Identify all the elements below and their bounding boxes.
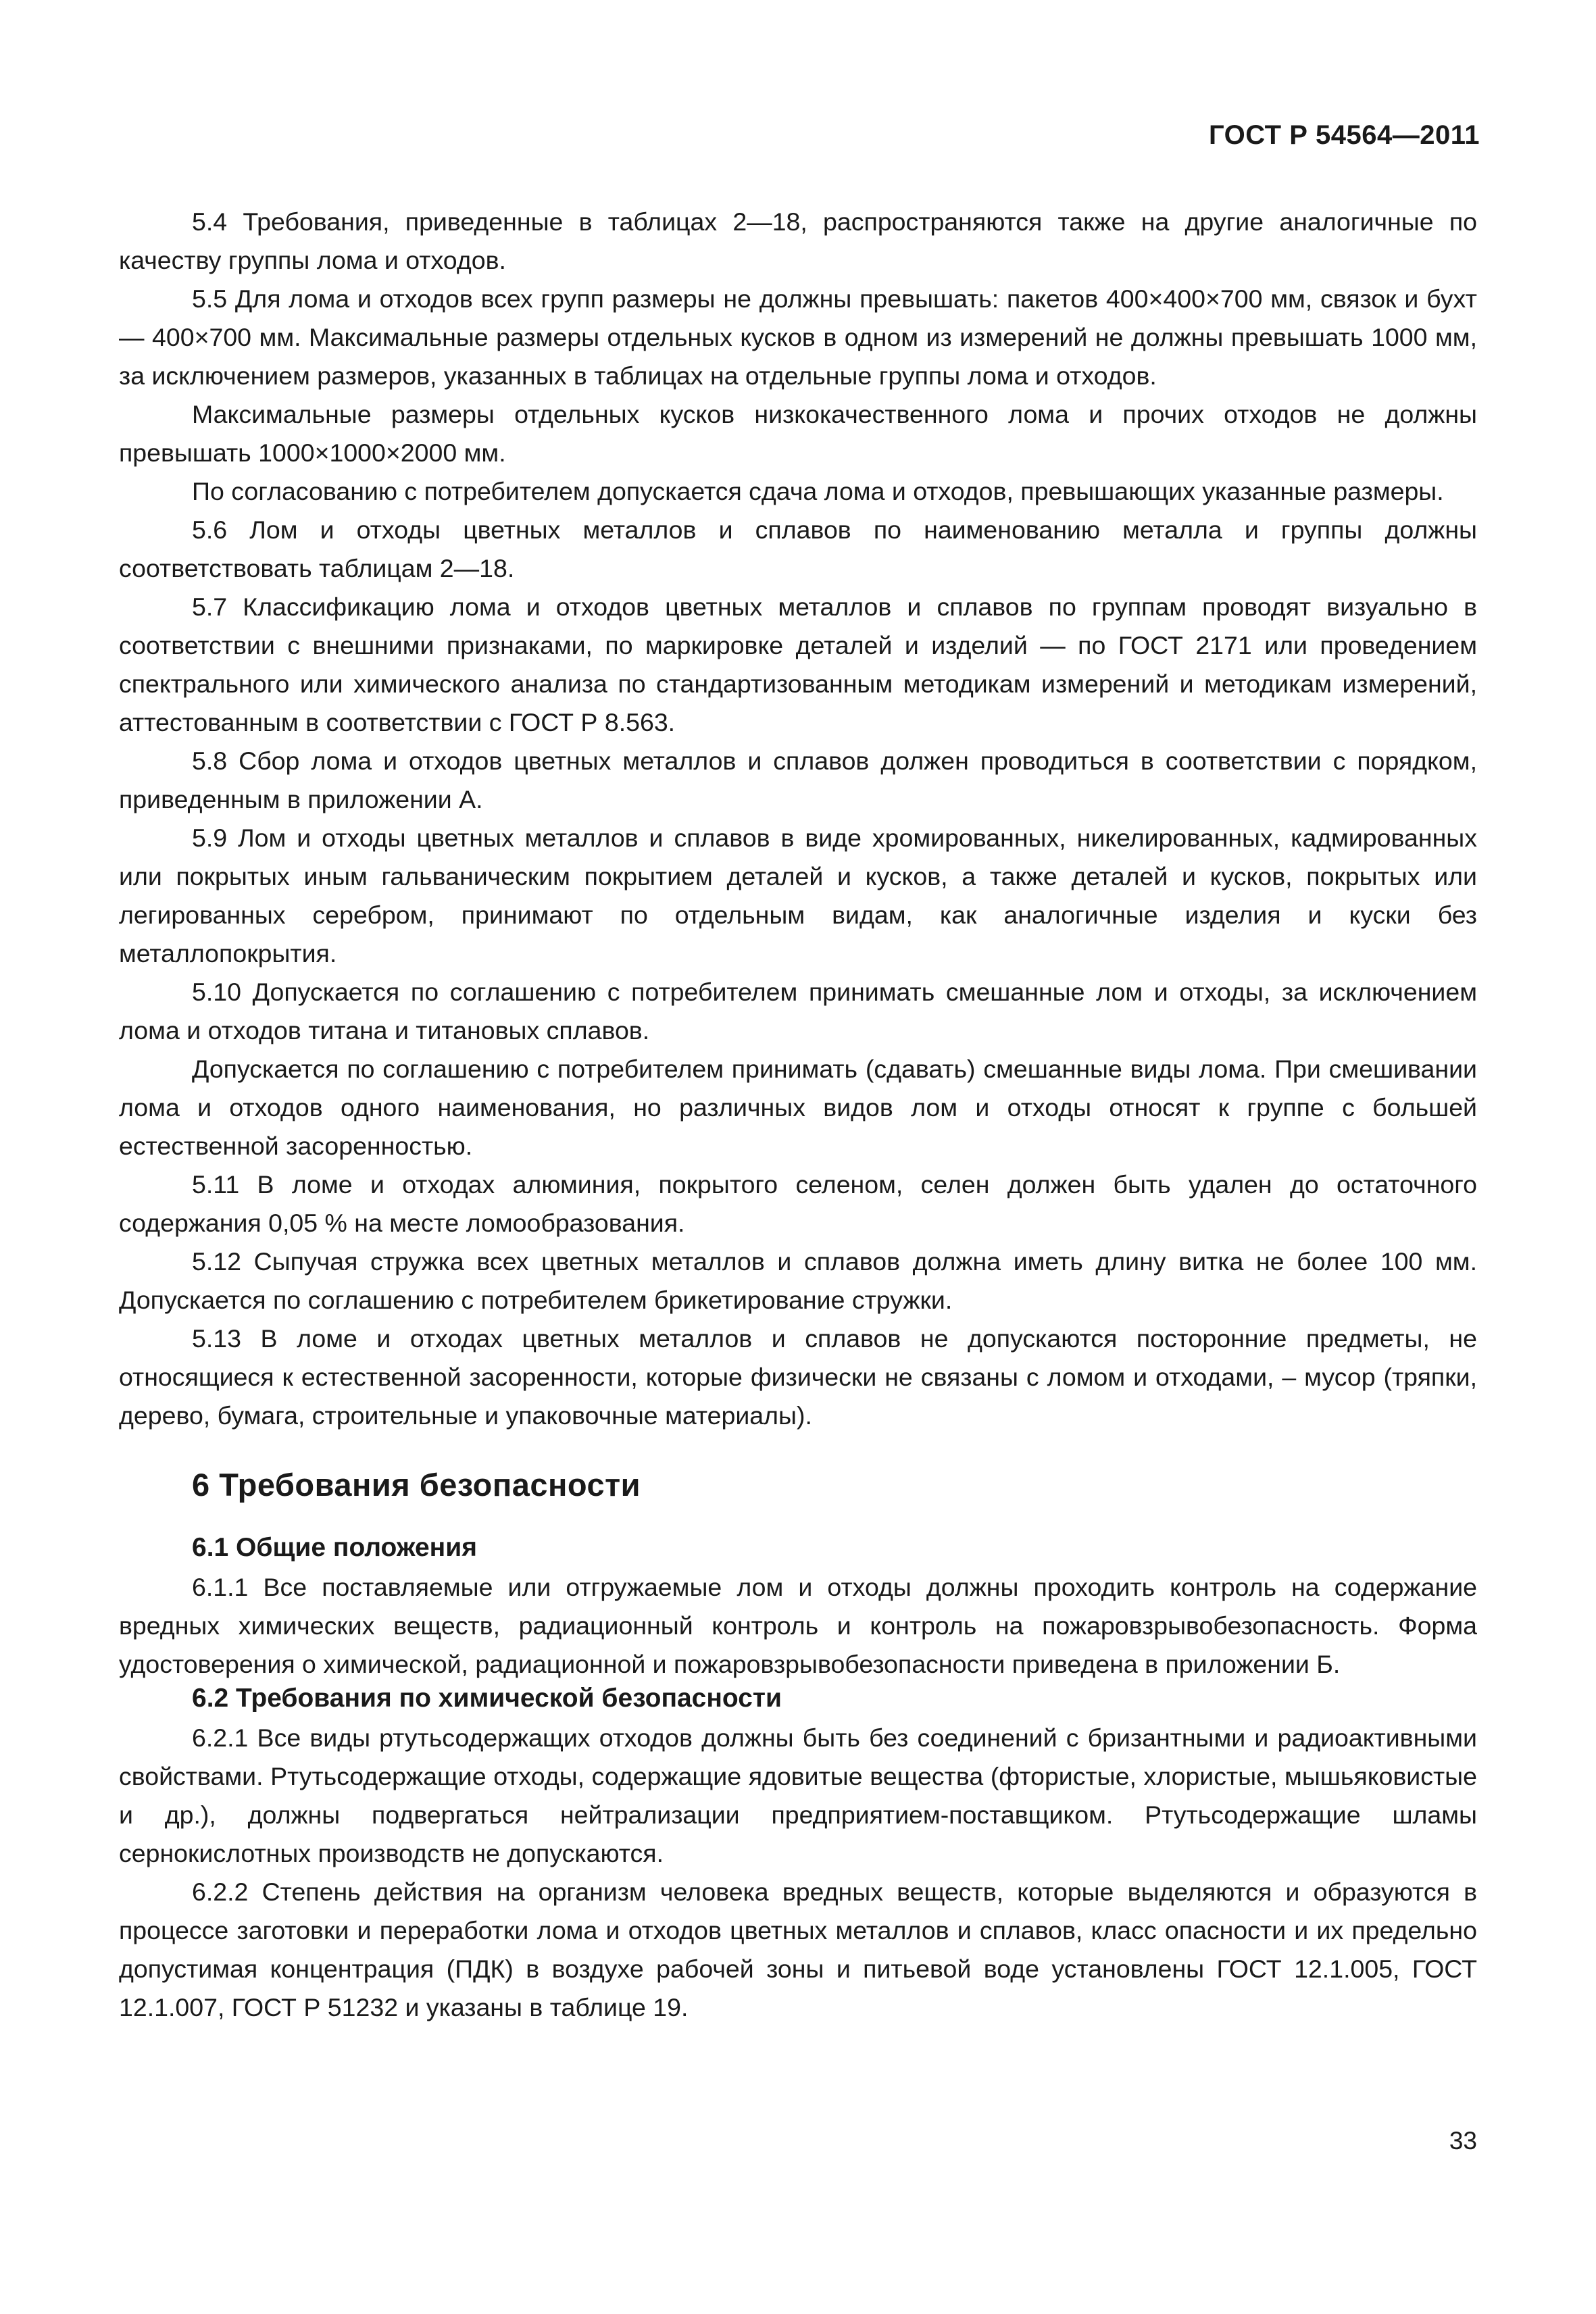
paragraph-5-8: 5.8 Сбор лома и отходов цветных металлов и сплавов должен проводиться в соответствии с порядком, приведенным в приложении А. (119, 747, 1477, 813)
subsection-6-1-heading: 6.1 Общие положения (192, 1533, 477, 1562)
paragraph-5-11: 5.11 В ломе и отходах алюминия, покрытого селеном, селен должен быть удален до остаточного содержания 0,05 % на месте ломообразования. (119, 1170, 1477, 1237)
document-code-header: ГОСТ Р 54564—2011 (1209, 120, 1480, 150)
page-content (119, 203, 1477, 2027)
paragraph-5-13: 5.13 В ломе и отходах цветных металлов и сплавов не допускаются посторонние предметы, не относящиеся к естественной засоренности, которые физически не связаны с ломом и отходами, – мусор (тряпки, дерево, бумага, строительные и упаковочные материалы). (119, 1324, 1477, 1430)
paragraph-5-7: 5.7 Классификацию лома и отходов цветных металлов и сплавов по группам проводят визуально в соответствии с внешними признаками, по маркировке деталей и изделий — по ГОСТ 2171 или проведением спектрального или химического анализа по стандартизованным методикам измерений и методикам измерений, аттестованным в соответствии с ГОСТ Р 8.563. (119, 593, 1477, 736)
subsection-6-2-heading: 6.2 Требования по химической безопасности (192, 1684, 782, 1713)
page-number: 33 (1449, 2127, 1477, 2155)
section-6-heading: 6 Требования безопасности (192, 1467, 641, 1503)
paragraph-5-4: 5.4 Требования, приведенные в таблицах 2—18, распространяются также на другие аналогичные по качеству группы лома и отходов. (119, 207, 1477, 274)
paragraph-5-12: 5.12 Сыпучая стружка всех цветных металлов и сплавов должна иметь длину витка не более 100 мм. Допускается по соглашению с потребителем брикетирование стружки. (119, 1247, 1477, 1314)
paragraph-6-2-1: 6.2.1 Все виды ртутьсодержащих отходов должны быть без соединений с бризантными и радиоактивными свойствами. Ртутьсодержащие отходы, содержащие ядовитые вещества (фтористые, хлористые, мышьяковистые и др.), должны подвергаться нейтрализации предприятием-поставщиком. Ртутьсодержащие шламы сернокислотных производств не допускаются. (119, 1724, 1477, 1867)
paragraph-6-2-2: 6.2.2 Степень действия на организм человека вредных веществ, которые выделяются и образуются в процессе заготовки и переработки лома и отходов цветных металлов и сплавов, класс опасности и их предельно допустимая концентрация (ПДК) в воздухе рабочей зоны и питьевой воде установлены ГОСТ 12.1.005, ГОСТ 12.1.007, ГОСТ Р 51232 и указаны в таблице 19. (119, 1878, 1477, 2021)
paragraph-5-5-agreement: По согласованию с потребителем допускается сдача лома и отходов, превышающих указанные размеры. (192, 477, 1444, 505)
paragraph-5-10: 5.10 Допускается по соглашению с потребителем принимать смешанные лом и отходы, за исключением лома и отходов титана и титановых сплавов. (119, 978, 1477, 1045)
paragraph-5-5-max-sizes: Максимальные размеры отдельных кусков низкокачественного лома и прочих отходов не должны превышать 1000×1000×2000 мм. (119, 400, 1477, 467)
paragraph-5-6: 5.6 Лом и отходы цветных металлов и сплавов по наименованию металла и группы должны соответствовать таблицам 2—18. (119, 515, 1477, 582)
paragraph-6-1-1: 6.1.1 Все поставляемые или отгружаемые лом и отходы должны проходить контроль на содержание вредных химических веществ, радиационный контроль и контроль на пожаровзрывобезопасность. Форма удостоверения о химической, радиационной и пожаровзрывобезопасности приведена в приложении Б. (119, 1573, 1477, 1678)
paragraph-5-9: 5.9 Лом и отходы цветных металлов и сплавов в виде хромированных, никелированных, кадмированных или покрытых иным гальваническим покрытием деталей и кусков, а также деталей и кусков, покрытых или легированных серебром, принимают по отдельным видам, как аналогичные изделия и куски без металлопокрытия. (119, 824, 1477, 967)
paragraph-5-10-mixed: Допускается по соглашению с потребителем принимать (сдавать) смешанные виды лома. При смешивании лома и отходов одного наименования, но различных видов лом и отходы относят к группе с большей естественной засоренностью. (119, 1055, 1477, 1160)
paragraph-5-5: 5.5 Для лома и отходов всех групп размеры не должны превышать: пакетов 400×400×700 мм, связок и бухт — 400×700 мм. Максимальные размеры отдельных кусков в одном из измерений не должны превышать 1000 мм, за исключением размеров, указанных в таблицах на отдельные группы лома и отходов. (119, 284, 1477, 390)
